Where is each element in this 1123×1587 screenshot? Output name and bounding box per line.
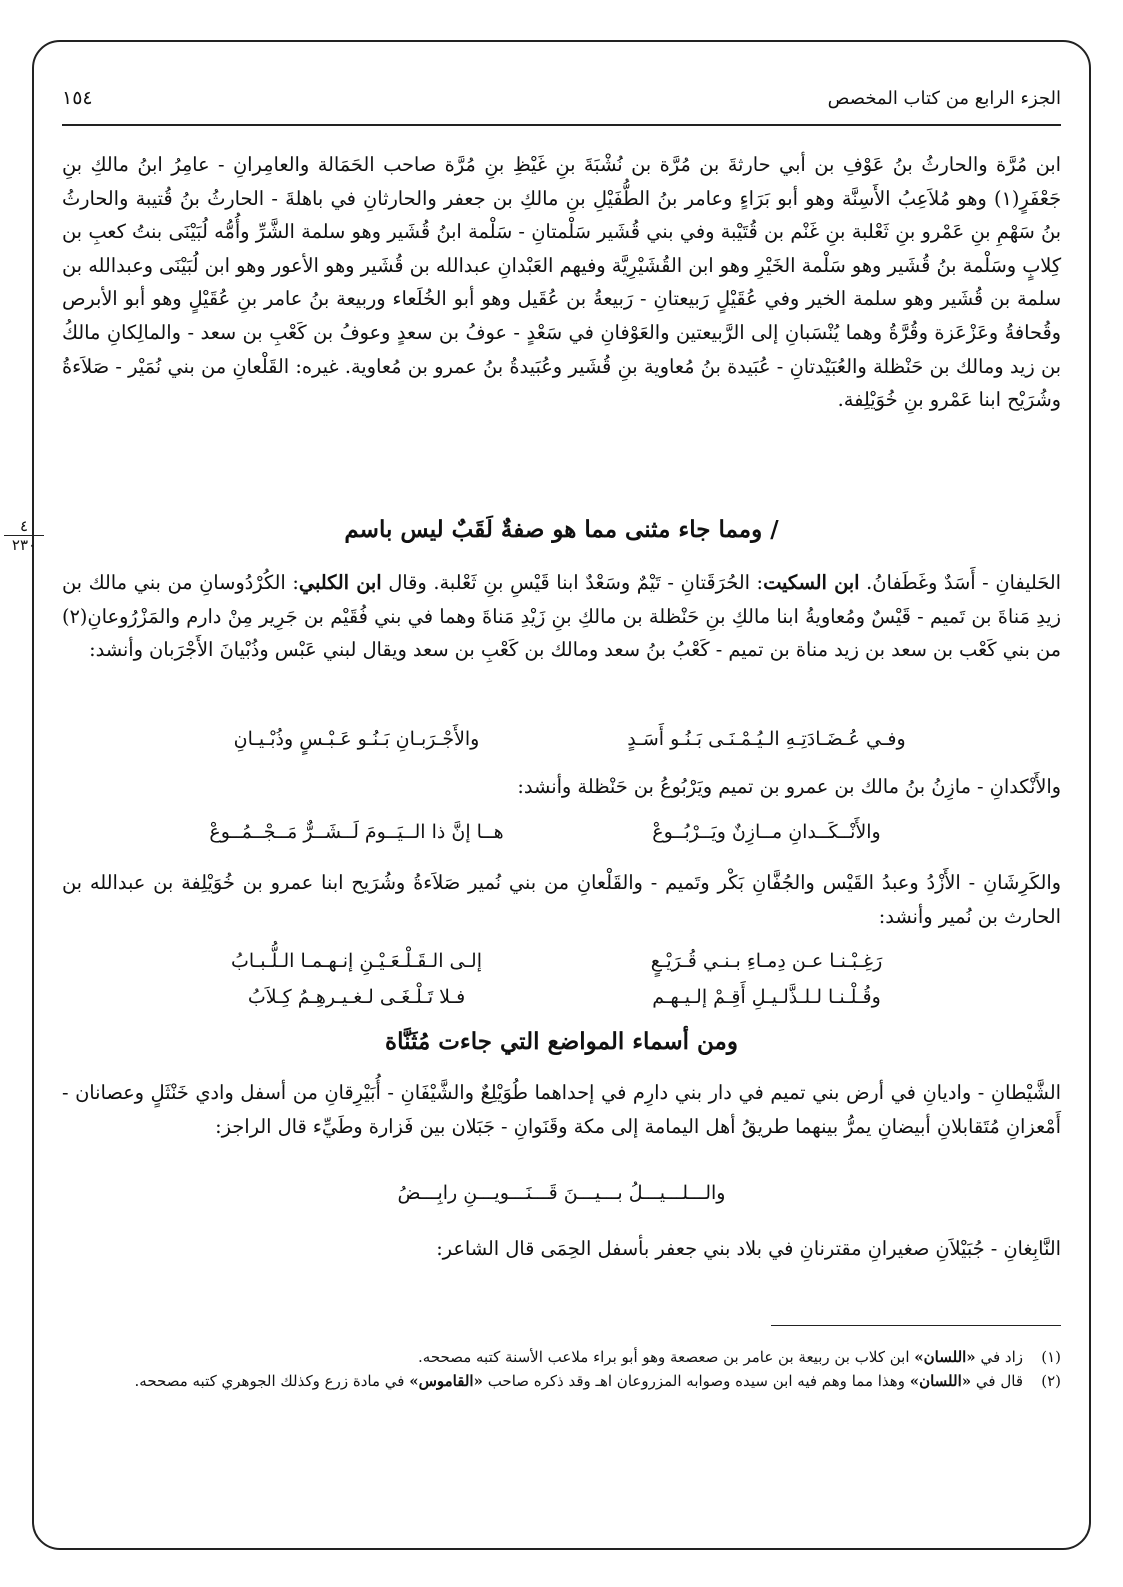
footnote-1	[62, 1345, 1061, 1369]
footnote-2-text-c: في مادة زرع وكذلك الجوهري كتبه مصححه.	[134, 1372, 410, 1390]
footnote-2	[62, 1369, 1061, 1393]
paragraph-5: الشَّيْطانِ - واديانِ في أرض بني تميم في دار بني دارِم في إحداهما طُوَيْلِعٌ والشَّيْفَانِ - أُبَيْرِقانِ من أسفل وادي خَنْثَلٍ وعصانان - أَمْعزانِ مُتَقابلانِ أبيضانِ يمرُّ بينهما طريقُ أهل اليمامة إلى مكة وقَنَوانِ - جَبَلان بين فَزارة وطَيِّء قال الراجز:	[62, 1081, 1061, 1138]
author-ibn-kalbi: ابن الكلبي	[298, 571, 382, 594]
verse-3-first-hemistich: رَغِـبْـنـا عـن دِمـاءِ بـنـي قُـرَيْـعٍ	[650, 950, 883, 972]
verse-2	[62, 815, 1061, 849]
para2-text-3: : الكُرْدُوسانِ من بني مالك بن زيدِ مَناةَ بن تَميم - قَيْسٌ ومُعاويةُ ابنا مالكِ بنِ حَنْظلة بن مالكِ بنِ زَيْدِ مَناةَ وهما في بني فُقَيْم بن جَرِير مِنْ دارم والمَزْرُوعانِ(٢) من بني كَعْب بن سعد بن زيد مناة بن تميم - كَعْبُ بنُ سعد ومالك بن كَعْبِ بن سعد ويقال لبني عَبْس وذُبْيانَ الأَجْرَبان وأنشد:	[62, 571, 1061, 662]
verse-2-first-hemistich: والأَنْــكَــدانِ مــازِنٌ ويَــرْبُــوعْ	[652, 821, 881, 843]
verse-4-first-hemistich: وقُـلْـنـا لـلـذَّلـيـلِ أَقِـمْ إلـيـهـم	[652, 986, 881, 1008]
page-header	[62, 82, 1061, 114]
verse-5: والـــلـــيـــلُ بـــيـــنَ قَـــنَـــويـــنِ رابِـــضُ	[397, 1182, 726, 1204]
paragraph-6: النَّابِغانِ - جُبَيْلاَنِ صغيرانِ مقترنانِ في بلاد بني جعفر بأسفل الحِمَى قال الشاعر:	[436, 1237, 1061, 1260]
running-title: الجزء الرابع من كتاب المخصص	[827, 87, 1061, 109]
paragraph-2	[62, 566, 1061, 667]
page-number: ١٥٤	[62, 87, 93, 109]
margin-ref-page: ٢٣٠	[11, 536, 37, 554]
document-page	[11, 0, 1061, 1587]
footnote-2-text-a: قال في	[971, 1372, 1023, 1390]
footnote-1-text-b: ابن كلاب بن ربيعة بن عامر بن صعصعة وهو أبو براء ملاعب الأسنة كتبه مصححه.	[418, 1348, 915, 1366]
footnote-2-source-2: «القاموس»	[409, 1372, 483, 1390]
footnotes	[62, 1345, 1061, 1393]
verse-1-first-hemistich: وفـي عُـضَـادَتِـهِ الـيُـمْـنَـى بَـنُـو أَسَـدٍ	[627, 728, 906, 750]
para2-text-1: الحَليفانِ - أَسَدٌ وغَطَفانُ.	[866, 571, 1061, 594]
footnote-1-number: (١)	[1041, 1348, 1061, 1366]
verse-3	[62, 944, 1061, 978]
verse-4	[62, 980, 1061, 1014]
paragraph-3: والأَنْكدانِ - مازِنُ بنُ مالك بن عمرو بن تميم ويَرْبُوعُ بن حَنْظلة وأنشد:	[517, 775, 1061, 798]
footnote-2-source: «اللسان»	[909, 1372, 972, 1390]
para2-text-2: : الحُرَقَتانِ - تَيْمٌ وسَعْدٌ ابنا قَيْسِ بنِ ثَعْلبة. وقال	[388, 571, 764, 594]
paragraph-4: والكَرِشَانِ - الأَزْدُ وعبدُ القَيْس والجُفَّانِ بَكْر وتَميم - والقَلْعانِ من بني نُمير صَلاَءةُ وشُرَيح ابنا عمرو بن خُوَيْلِفة بن عبدالله بن الحارث بن نُمير وأنشد:	[62, 871, 1061, 928]
verse-4-second-hemistich: فـلا تَـلْـغَـى لـغـيـرهِـمُ كِـلاَبُ	[247, 986, 466, 1008]
margin-reference	[4, 518, 44, 553]
paragraph-1: ابن مُرَّة والحارثُ بنُ عَوْفِ بن أبي حارثةَ بن مُرَّة بن نُشْبَةَ بنِ غَيْظِ بنِ مُرَّة صاحب الحَمَالة والعامِرانِ - عامِرُ ابنُ مالكِ بنِ جَعْفَرٍ(١) وهو مُلاَعِبُ الأَسِنَّة وهو أبو بَرَاءٍ وعامر بنُ الطُّفَيْلِ بنِ مالكِ بن جعفر والحارثانِ في باهلةَ - الحارثُ بنُ قُتيبة والحارثُ بنُ سَهْمِ بنِ عَمْرو بنِ ثَعْلبة بنِ غَنْم بن قُتَيْبة وفي بني قُشَير سَلْمتانِ - سَلْمة ابنُ قُشَير وهو سلمة الشَّرِّ وأُمُّه لُبَيْنَى بنتُ كعبِ بن كِلابٍ وسَلْمة بنُ قُشَير وهو سَلْمة الخَيْرِ وهو ابن القُشَيْرِيَّة وفيهم العَبْدانِ عبدالله بن قُشَير وهو الأعور وهو ابن لُبَيْنَى وعبدالله بن سلمة بن قُشَير وهو سلمة الخير وفي عُقَيْلٍ رَبيعتانِ - رَبيعةُ بن عُقَيل وهو أبو الخُلَعاء وربيعة بنُ عامر بنِ عُقَيْلٍ وهو أبو الأبرص وقُحافةُ وعَزْعَزة وقُرَّةُ وهما يُنْسَبانِ إلى الرَّبيعتين والعَوْفانِ في سَعْدٍ - عوفُ بن سعدٍ وعوفُ بن كَعْبِ بن سعد - والمالِكانِ مالكُ بن زيد ومالك بن حَنْظلة والعُبَيْدتانِ - عُبَيدة بنُ مُعاوية بنِ قُشَير وعُبَيدةُ بنُ عمرو بن مُعاوية. غيره: القَلْعانِ من بني نُمَيْر - صَلاَءةُ وشُرَيْح ابنا عَمْرو بنِ خُوَيْلِفة.	[62, 153, 1061, 412]
header-rule	[62, 124, 1061, 126]
verse-3-second-hemistich: إلـى الـقَـلْـعَـيْـنِ إنـهـمـا الـلُّـبـابُ	[230, 950, 483, 972]
section-heading-2: ومن أسماء المواضع التي جاءت مُثَنَّاة	[385, 1028, 738, 1055]
footnote-2-text-b: وهذا مما وهم فيه ابن سيده وصوابه المزروعان اهـ وقد ذكره صاحب	[482, 1372, 910, 1390]
section-heading-1: / ومما جاء مثنى مما هو صفةٌ لَقَبٌ ليس باسم	[344, 516, 779, 543]
margin-ref-volume: ٤	[4, 518, 44, 536]
verse-1-second-hemistich: والأَجْـرَبـانِ بَـنُـو عَـبْـسٍ وذُبْـيـانِ	[233, 728, 480, 750]
verse-2-second-hemistich: هــا إنَّ ذا الــيَــومَ لَــشَــرٌّ مَــجْــمُــوعْ	[209, 821, 504, 843]
footnote-1-source: «اللسان»	[914, 1348, 976, 1366]
verse-1	[62, 722, 1061, 756]
footnote-rule	[771, 1325, 1061, 1326]
footnote-2-number: (٢)	[1041, 1372, 1061, 1390]
footnote-1-text-a: زاد في	[975, 1348, 1023, 1366]
author-ibn-sikkit: ابن السكيت	[763, 571, 860, 594]
